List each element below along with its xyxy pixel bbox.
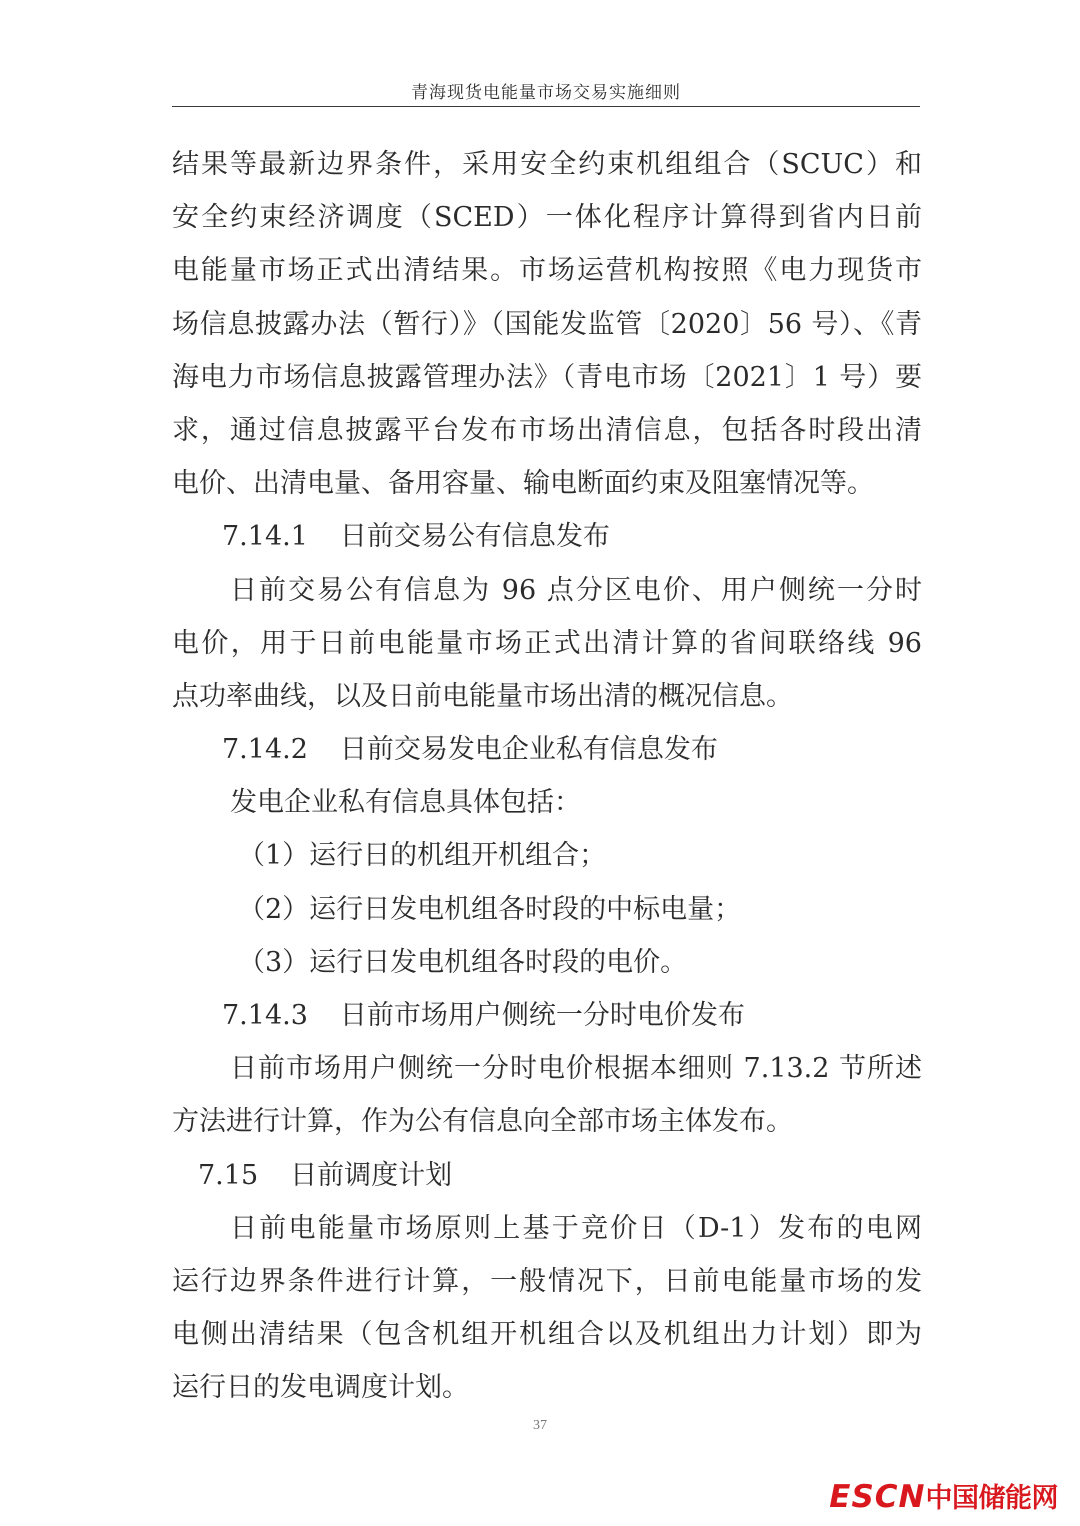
paragraph-line: 结果等最新边界条件，采用安全约束机组组合（SCUC）和 [172,149,922,180]
section-number: 7.14.2 [222,734,308,766]
section-heading-7-14-1 [172,510,922,563]
escn-watermark-logo [829,1476,1058,1515]
paragraph-line: 点功率曲线，以及日前电能量市场出清的概况信息。 [172,680,793,712]
page-number: 37 [533,1418,547,1433]
paragraph-line: 运行边界条件进行计算，一般情况下，日前电能量市场的发 [172,1265,922,1297]
paragraph-line: 安全约束经济调度（SCED）一体化程序计算得到省内日前 [172,202,922,234]
paragraph-line: 方法进行计算，作为公有信息向全部市场主体发布。 [172,1106,793,1138]
section-number: 7.15 [198,1159,259,1191]
section-number: 7.14.1 [222,521,308,553]
section-title: 日前交易公有信息发布 [339,521,610,553]
list-item: （2）运行日发电机组各时段的中标电量； [238,893,742,925]
section-heading-7-14-2 [172,723,922,776]
list-item: （3）运行日发电机组各时段的电价。 [238,946,688,978]
section-number: 7.14.3 [222,1000,308,1031]
paragraph-line: 运行日的发电调度计划。 [172,1372,469,1404]
paragraph-line: 发电企业私有信息具体包括： [230,787,581,819]
section-title: 日前市场用户侧统一分时电价发布 [339,1000,745,1031]
watermark-en: ESCN [829,1479,926,1515]
paragraph-line: 海电力市场信息披露管理办法》（青电市场〔2021〕1 号）要 [172,361,922,393]
paragraph-line: 日前交易公有信息为 96 点分区电价、用户侧统一分时 [230,574,922,606]
section-title: 日前调度计划 [290,1159,453,1191]
paragraph-line: 电价、出清电量、备用容量、输电断面约束及阻塞情况等。 [172,468,874,500]
paragraph-line: 日前市场用户侧统一分时电价根据本细则 7.13.2 节所述 [230,1053,922,1085]
paragraph-line: 电能量市场正式出清结果。市场运营机构按照《电力现货市 [172,255,922,287]
list-item: （1）运行日的机组开机组合； [238,840,607,872]
section-heading-7-15 [172,1149,922,1202]
header-rule [172,106,920,107]
section-title: 日前交易发电企业私有信息发布 [339,734,718,766]
paragraph-line: 日前电能量市场原则上基于竞价日（D-1）发布的电网 [230,1212,922,1244]
paragraph-line: 电价，用于日前电能量市场正式出清计算的省间联络线 96 [172,627,922,659]
running-header: 青海现货电能量市场交易实施细则 [411,83,681,103]
paragraph-line: 场信息披露办法（暂行）》（国能发监管〔2020〕56 号）、《青 [172,308,922,340]
section-heading-7-14-3 [172,989,922,1042]
paragraph-line: 电侧出清结果（包含机组开机组合以及机组出力计划）即为 [172,1319,922,1351]
watermark-cn: 中国储能网 [925,1483,1058,1514]
paragraph-line: 求，通过信息披露平台发布市场出清信息，包括各时段出清 [172,414,922,446]
body-text [172,138,922,1415]
